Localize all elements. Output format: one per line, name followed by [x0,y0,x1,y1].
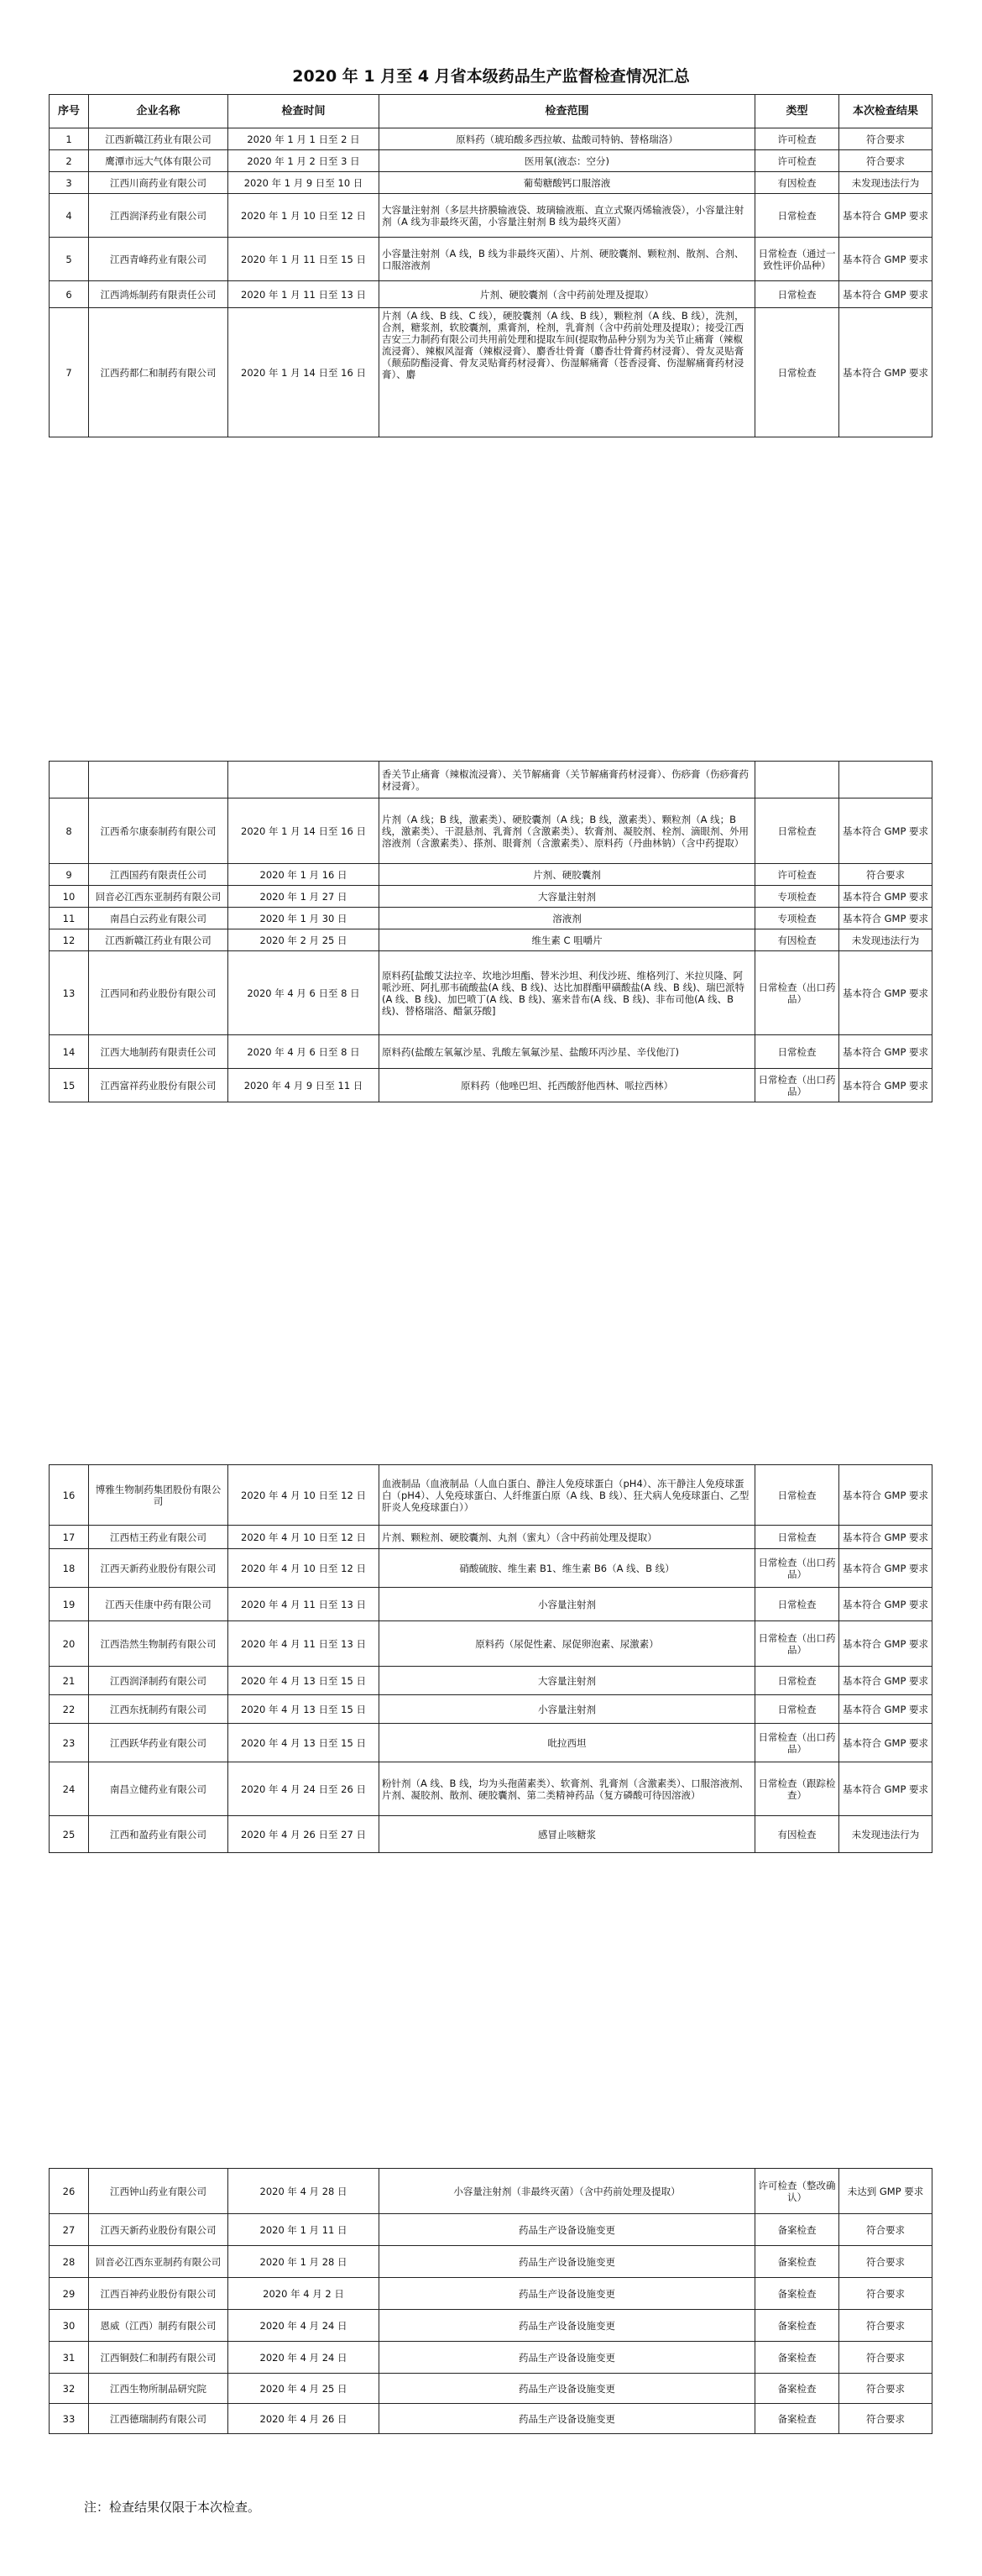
inspection-scope: 药品生产设备设施变更 [379,2404,755,2434]
table-row [50,951,932,1035]
row-number: 33 [50,2404,89,2434]
inspection-scope: 片剂（A 线；B 线，激素类）、硬胶囊剂（A 线；B 线，激素类）、颗粒剂（A 线；B 线，激素类）、干混悬剂、乳膏剂（含激素类）、软膏剂、凝胶剂、栓剂、滴眼剂、外用溶液剂（含激素类）、搽剂、眼膏剂（含激素类）、原料药（丹曲林钠）（含中药提取） [379,798,755,864]
inspection-type: 备案检查 [755,2214,839,2246]
inspection-scope: 感冒止咳糖浆 [379,1816,755,1853]
inspection-result [839,762,932,798]
company-name: 江西铜鼓仁和制药有限公司 [89,2342,228,2374]
table-row [50,2374,932,2404]
company-name: 江西桔王药业有限公司 [89,1526,228,1549]
table-row [50,1724,932,1762]
company-name: 江西希尔康泰制药有限公司 [89,798,228,864]
table-row [50,864,932,886]
company-name: 江西浩然生物制药有限公司 [89,1621,228,1667]
row-number: 16 [50,1465,89,1526]
row-number: 17 [50,1526,89,1549]
company-name: 江西东抚制药有限公司 [89,1695,228,1724]
inspection-result: 基本符合 GMP 要求 [839,1621,932,1667]
table-row [50,2169,932,2214]
inspection-scope: 片剂、颗粒剂、硬胶囊剂、丸剂（蜜丸）（含中药前处理及提取） [379,1526,755,1549]
inspection-result: 符合要求 [839,2374,932,2404]
table-row [50,798,932,864]
row-number: 13 [50,951,89,1035]
table-row [50,2214,932,2246]
inspection-type: 许可检查（整改确认） [755,2169,839,2214]
inspection-time: 2020 年 4 月 13 日至 15 日 [228,1667,379,1695]
inspection-time: 2020 年 1 月 11 日至 15 日 [228,238,379,281]
table-row [50,150,932,172]
inspection-time: 2020 年 4 月 6 日至 8 日 [228,1035,379,1069]
table-row [50,1549,932,1588]
row-number: 19 [50,1588,89,1621]
row-number: 5 [50,238,89,281]
inspection-type: 备案检查 [755,2278,839,2310]
company-name: 博雅生物制药集团股份有限公司 [89,1465,228,1526]
inspection-result: 基本符合 GMP 要求 [839,281,932,308]
inspection-result: 基本符合 GMP 要求 [839,1724,932,1762]
inspection-scope: 小容量注射剂（非最终灭菌）（含中药前处理及提取） [379,2169,755,2214]
inspection-result: 未发现违法行为 [839,172,932,194]
column-header: 类型 [755,95,839,128]
inspection-result: 符合要求 [839,150,932,172]
table-page-2 [49,761,932,1102]
inspection-scope: 药品生产设备设施变更 [379,2246,755,2278]
inspection-type: 许可检查 [755,150,839,172]
inspection-time: 2020 年 4 月 13 日至 15 日 [228,1724,379,1762]
row-number: 18 [50,1549,89,1588]
inspection-type: 日常检查（出口药品） [755,951,839,1035]
table-row [50,1695,932,1724]
inspection-scope: 原料药（尿促性素、尿促卵泡素、尿激素） [379,1621,755,1667]
inspection-time: 2020 年 1 月 11 日 [228,2214,379,2246]
company-name: 江西大地制药有限责任公司 [89,1035,228,1069]
inspection-type: 专项检查 [755,908,839,929]
row-number: 10 [50,886,89,908]
table-header-row [50,95,932,128]
row-number: 3 [50,172,89,194]
inspection-result: 基本符合 GMP 要求 [839,308,932,437]
inspection-type: 有因检查 [755,1816,839,1853]
row-number: 26 [50,2169,89,2214]
inspection-result: 基本符合 GMP 要求 [839,1069,932,1102]
footnote: 注：检查结果仅限于本次检查。 [84,2500,261,2515]
inspection-scope: 香关节止痛膏（辣椒流浸膏）、关节解痛膏（关节解痛膏药材浸膏）、伤痧膏（伤痧膏药材浸膏）。 [379,762,755,798]
inspection-result: 基本符合 GMP 要求 [839,1588,932,1621]
table-row [50,886,932,908]
table-row [50,194,932,238]
company-name: 江西天新药业股份有限公司 [89,1549,228,1588]
company-name: 鹰潭市远大气体有限公司 [89,150,228,172]
table-row [50,2404,932,2434]
row-number: 8 [50,798,89,864]
inspection-result: 基本符合 GMP 要求 [839,1549,932,1588]
inspection-type: 日常检查（出口药品） [755,1724,839,1762]
inspection-scope: 片剂、硬胶囊剂（含中药前处理及提取） [379,281,755,308]
company-name: 江西川商药业有限公司 [89,172,228,194]
table-row [50,2278,932,2310]
row-number: 23 [50,1724,89,1762]
inspection-time: 2020 年 4 月 13 日至 15 日 [228,1695,379,1724]
row-number: 4 [50,194,89,238]
row-number: 6 [50,281,89,308]
inspection-time: 2020 年 2 月 25 日 [228,929,379,951]
row-number: 29 [50,2278,89,2310]
inspection-time: 2020 年 1 月 10 日至 12 日 [228,194,379,238]
inspection-time: 2020 年 4 月 11 日至 13 日 [228,1621,379,1667]
inspection-scope: 粉针剂（A 线、B 线，均为头孢菌素类）、软膏剂、乳膏剂（含激素类）、口服溶液剂、片剂、凝胶剂、散剂、硬胶囊剂、第二类精神药品（复方磷酸可待因溶液） [379,1762,755,1816]
company-name: 江西百神药业股份有限公司 [89,2278,228,2310]
inspection-table [49,2168,932,2434]
inspection-type: 日常检查 [755,308,839,437]
row-number [50,762,89,798]
company-name: 江西天新药业股份有限公司 [89,2214,228,2246]
company-name: 江西德瑞制药有限公司 [89,2404,228,2434]
inspection-scope: 药品生产设备设施变更 [379,2214,755,2246]
inspection-time: 2020 年 4 月 26 日至 27 日 [228,1816,379,1853]
inspection-scope: 药品生产设备设施变更 [379,2278,755,2310]
company-name [89,762,228,798]
inspection-result: 符合要求 [839,2310,932,2342]
column-header: 检查时间 [228,95,379,128]
inspection-type: 许可检查 [755,864,839,886]
company-name: 江西青峰药业有限公司 [89,238,228,281]
inspection-scope: 大容量注射剂（多层共挤膜输液袋、玻璃输液瓶、直立式聚丙烯输液袋），小容量注射剂（A 线为非最终灭菌，小容量注射剂 B 线为最终灭菌） [379,194,755,238]
company-name: 恩威（江西）制药有限公司 [89,2310,228,2342]
inspection-type: 日常检查 [755,1695,839,1724]
inspection-scope: 小容量注射剂 [379,1588,755,1621]
inspection-time: 2020 年 1 月 1 日至 2 日 [228,128,379,150]
company-name: 江西同和药业股份有限公司 [89,951,228,1035]
company-name: 江西国药有限责任公司 [89,864,228,886]
inspection-time: 2020 年 4 月 10 日至 12 日 [228,1465,379,1526]
inspection-scope: 原料药（他唑巴坦、托西酸舒他西林、哌拉西林） [379,1069,755,1102]
company-name: 江西润泽制药有限公司 [89,1667,228,1695]
inspection-result: 符合要求 [839,2404,932,2434]
inspection-result: 基本符合 GMP 要求 [839,1667,932,1695]
inspection-time: 2020 年 1 月 14 日至 16 日 [228,308,379,437]
inspection-type: 日常检查（出口药品） [755,1069,839,1102]
table-row [50,1069,932,1102]
inspection-result: 未达到 GMP 要求 [839,2169,932,2214]
table-row [50,1621,932,1667]
inspection-type: 备案检查 [755,2246,839,2278]
company-name: 江西跃华药业有限公司 [89,1724,228,1762]
inspection-scope: 药品生产设备设施变更 [379,2342,755,2374]
inspection-time: 2020 年 4 月 25 日 [228,2374,379,2404]
inspection-result: 符合要求 [839,2246,932,2278]
row-number: 27 [50,2214,89,2246]
inspection-time: 2020 年 4 月 2 日 [228,2278,379,2310]
table-row [50,929,932,951]
table-page-3 [49,1464,932,1853]
inspection-scope: 原料药[盐酸艾法拉辛、坎地沙坦酯、替米沙坦、利伐沙班、维格列汀、米拉贝隆、阿哌沙班、阿扎那韦硫酸盐(A 线、B 线)、达比加群酯甲磺酸盐(A 线、B 线)、瑞巴派特(A 线、B 线)、加巴喷丁(A 线、B 线)、塞来昔布(A 线、B 线)、非布司他(A 线、B 线)、替格瑞洛、醋氯芬酸] [379,951,755,1035]
inspection-time: 2020 年 1 月 11 日至 13 日 [228,281,379,308]
inspection-time: 2020 年 1 月 2 日至 3 日 [228,150,379,172]
inspection-scope: 片剂（A 线、B 线、C 线），硬胶囊剂（A 线、B 线），颗粒剂（A 线、B 线），洗剂，合剂，糖浆剂，软胶囊剂，熏膏剂，栓剂，乳膏剂（含中药前处理及提取）；接受江西吉安三力制药有限公司共用前处理和提取车间(提取物品种分别为为关节止痛膏（辣椒流浸膏）、辣椒风湿膏（辣椒浸膏）、麝香壮骨膏（麝香壮骨膏药材浸膏）、骨友灵贴膏（颠茄防酯浸膏、骨友灵贴膏药材浸膏）、伤湿解痛膏（苍香浸膏、伤湿解痛膏药材浸膏）、麝 [379,308,755,437]
company-name: 江西鸿烁制药有限责任公司 [89,281,228,308]
table-row [50,2246,932,2278]
inspection-result: 基本符合 GMP 要求 [839,1465,932,1526]
table-page-1 [49,94,932,437]
inspection-time: 2020 年 1 月 30 日 [228,908,379,929]
row-number: 32 [50,2374,89,2404]
company-name: 回音必江西东亚制药有限公司 [89,886,228,908]
inspection-type: 备案检查 [755,2310,839,2342]
company-name: 江西新赣江药业有限公司 [89,929,228,951]
row-number: 7 [50,308,89,437]
inspection-table [49,94,932,437]
inspection-time: 2020 年 4 月 24 日至 26 日 [228,1762,379,1816]
inspection-time: 2020 年 4 月 28 日 [228,2169,379,2214]
row-number: 28 [50,2246,89,2278]
table-row [50,2342,932,2374]
inspection-result: 符合要求 [839,2278,932,2310]
table-row [50,281,932,308]
row-number: 15 [50,1069,89,1102]
inspection-table [49,761,932,1102]
inspection-result: 符合要求 [839,2342,932,2374]
inspection-result: 基本符合 GMP 要求 [839,798,932,864]
inspection-time: 2020 年 1 月 14 日至 16 日 [228,798,379,864]
inspection-type: 日常检查 [755,194,839,238]
inspection-type: 备案检查 [755,2342,839,2374]
table-row [50,1526,932,1549]
inspection-scope: 药品生产设备设施变更 [379,2310,755,2342]
inspection-type: 日常检查（出口药品） [755,1621,839,1667]
table-row [50,172,932,194]
row-number: 11 [50,908,89,929]
inspection-time: 2020 年 4 月 6 日至 8 日 [228,951,379,1035]
company-name: 江西富祥药业股份有限公司 [89,1069,228,1102]
table-row [50,1667,932,1695]
inspection-time: 2020 年 1 月 9 日至 10 日 [228,172,379,194]
inspection-type: 有因检查 [755,172,839,194]
inspection-type: 许可检查 [755,128,839,150]
company-name: 江西新赣江药业有限公司 [89,128,228,150]
inspection-type: 日常检查（出口药品） [755,1549,839,1588]
inspection-result: 基本符合 GMP 要求 [839,908,932,929]
table-row [50,762,932,798]
table-row [50,1816,932,1853]
row-number: 21 [50,1667,89,1695]
inspection-time: 2020 年 4 月 11 日至 13 日 [228,1588,379,1621]
company-name: 江西天佳康中药有限公司 [89,1588,228,1621]
table-row [50,1035,932,1069]
row-number: 9 [50,864,89,886]
company-name: 回音必江西东亚制药有限公司 [89,2246,228,2278]
inspection-result: 符合要求 [839,128,932,150]
inspection-scope: 吡拉西坦 [379,1724,755,1762]
inspection-table [49,1464,932,1853]
table-row [50,238,932,281]
column-header: 序号 [50,95,89,128]
row-number: 12 [50,929,89,951]
table-row [50,128,932,150]
inspection-scope: 硝酸硫胺、维生素 B1、维生素 B6（A 线、B 线） [379,1549,755,1588]
inspection-scope: 片剂、硬胶囊剂 [379,864,755,886]
inspection-scope: 原料药(盐酸左氧氟沙星、乳酸左氧氟沙星、盐酸环丙沙星、辛伐他汀) [379,1035,755,1069]
inspection-result: 未发现违法行为 [839,929,932,951]
company-name: 江西和盈药业有限公司 [89,1816,228,1853]
inspection-time: 2020 年 1 月 27 日 [228,886,379,908]
inspection-type: 日常检查（通过一致性评价品种） [755,238,839,281]
inspection-scope: 维生素 C 咀嚼片 [379,929,755,951]
inspection-type: 有因检查 [755,929,839,951]
inspection-scope: 小容量注射剂（A 线，B 线为非最终灭菌）、片剂、硬胶囊剂、颗粒剂、散剂、合剂、口服溶液剂 [379,238,755,281]
table-row [50,2310,932,2342]
inspection-type: 日常检查 [755,1588,839,1621]
inspection-type: 日常检查 [755,798,839,864]
inspection-time: 2020 年 4 月 24 日 [228,2342,379,2374]
company-name: 南昌白云药业有限公司 [89,908,228,929]
inspection-scope: 血液制品（血液制品（人血白蛋白、静注人免疫球蛋白（pH4）、冻干静注人免疫球蛋白（pH4）、人免疫球蛋白、人纤维蛋白原（A 线、B 线）、狂犬病人免疫球蛋白、乙型肝炎人免疫球蛋白）） [379,1465,755,1526]
company-name: 江西润泽药业有限公司 [89,194,228,238]
column-header: 本次检查结果 [839,95,932,128]
row-number: 14 [50,1035,89,1069]
inspection-time: 2020 年 4 月 9 日至 11 日 [228,1069,379,1102]
inspection-time: 2020 年 4 月 10 日至 12 日 [228,1526,379,1549]
inspection-type: 日常检查 [755,1035,839,1069]
inspection-result: 未发现违法行为 [839,1816,932,1853]
inspection-result: 基本符合 GMP 要求 [839,238,932,281]
inspection-time [228,762,379,798]
company-name: 江西药都仁和制药有限公司 [89,308,228,437]
table-row [50,1762,932,1816]
inspection-result: 符合要求 [839,864,932,886]
inspection-time: 2020 年 1 月 16 日 [228,864,379,886]
inspection-type [755,762,839,798]
inspection-type: 备案检查 [755,2374,839,2404]
inspection-scope: 溶液剂 [379,908,755,929]
inspection-result: 基本符合 GMP 要求 [839,1035,932,1069]
inspection-type: 日常检查 [755,1465,839,1526]
row-number: 25 [50,1816,89,1853]
row-number: 24 [50,1762,89,1816]
company-name: 江西钟山药业有限公司 [89,2169,228,2214]
inspection-result: 符合要求 [839,2214,932,2246]
inspection-scope: 大容量注射剂 [379,886,755,908]
inspection-type: 日常检查 [755,1526,839,1549]
inspection-result: 基本符合 GMP 要求 [839,951,932,1035]
inspection-type: 备案检查 [755,2404,839,2434]
inspection-type: 日常检查 [755,1667,839,1695]
inspection-scope: 药品生产设备设施变更 [379,2374,755,2404]
row-number: 2 [50,150,89,172]
inspection-scope: 小容量注射剂 [379,1695,755,1724]
inspection-scope: 大容量注射剂 [379,1667,755,1695]
row-number: 1 [50,128,89,150]
document-title: 2020 年 1 月至 4 月省本级药品生产监督检查情况汇总 [292,67,690,86]
inspection-result: 基本符合 GMP 要求 [839,1695,932,1724]
row-number: 22 [50,1695,89,1724]
table-row [50,308,932,437]
row-number: 20 [50,1621,89,1667]
inspection-result: 基本符合 GMP 要求 [839,1762,932,1816]
table-page-4 [49,2168,932,2434]
inspection-type: 日常检查（跟踪检查） [755,1762,839,1816]
inspection-scope: 原料药（琥珀酸多西拉敏、盐酸司特钠、替格瑞洛） [379,128,755,150]
inspection-time: 2020 年 1 月 28 日 [228,2246,379,2278]
company-name: 江西生物所制品研究院 [89,2374,228,2404]
inspection-scope: 医用氧(液态：空分) [379,150,755,172]
table-row [50,908,932,929]
table-row [50,1588,932,1621]
inspection-result: 基本符合 GMP 要求 [839,194,932,238]
company-name: 南昌立健药业有限公司 [89,1762,228,1816]
inspection-time: 2020 年 4 月 26 日 [228,2404,379,2434]
row-number: 31 [50,2342,89,2374]
column-header: 企业名称 [89,95,228,128]
inspection-type: 日常检查 [755,281,839,308]
inspection-result: 基本符合 GMP 要求 [839,886,932,908]
inspection-time: 2020 年 4 月 10 日至 12 日 [228,1549,379,1588]
row-number: 30 [50,2310,89,2342]
inspection-result: 基本符合 GMP 要求 [839,1526,932,1549]
table-row [50,1465,932,1526]
column-header: 检查范围 [379,95,755,128]
inspection-time: 2020 年 4 月 24 日 [228,2310,379,2342]
inspection-type: 专项检查 [755,886,839,908]
inspection-scope: 葡萄糖酸钙口服溶液 [379,172,755,194]
